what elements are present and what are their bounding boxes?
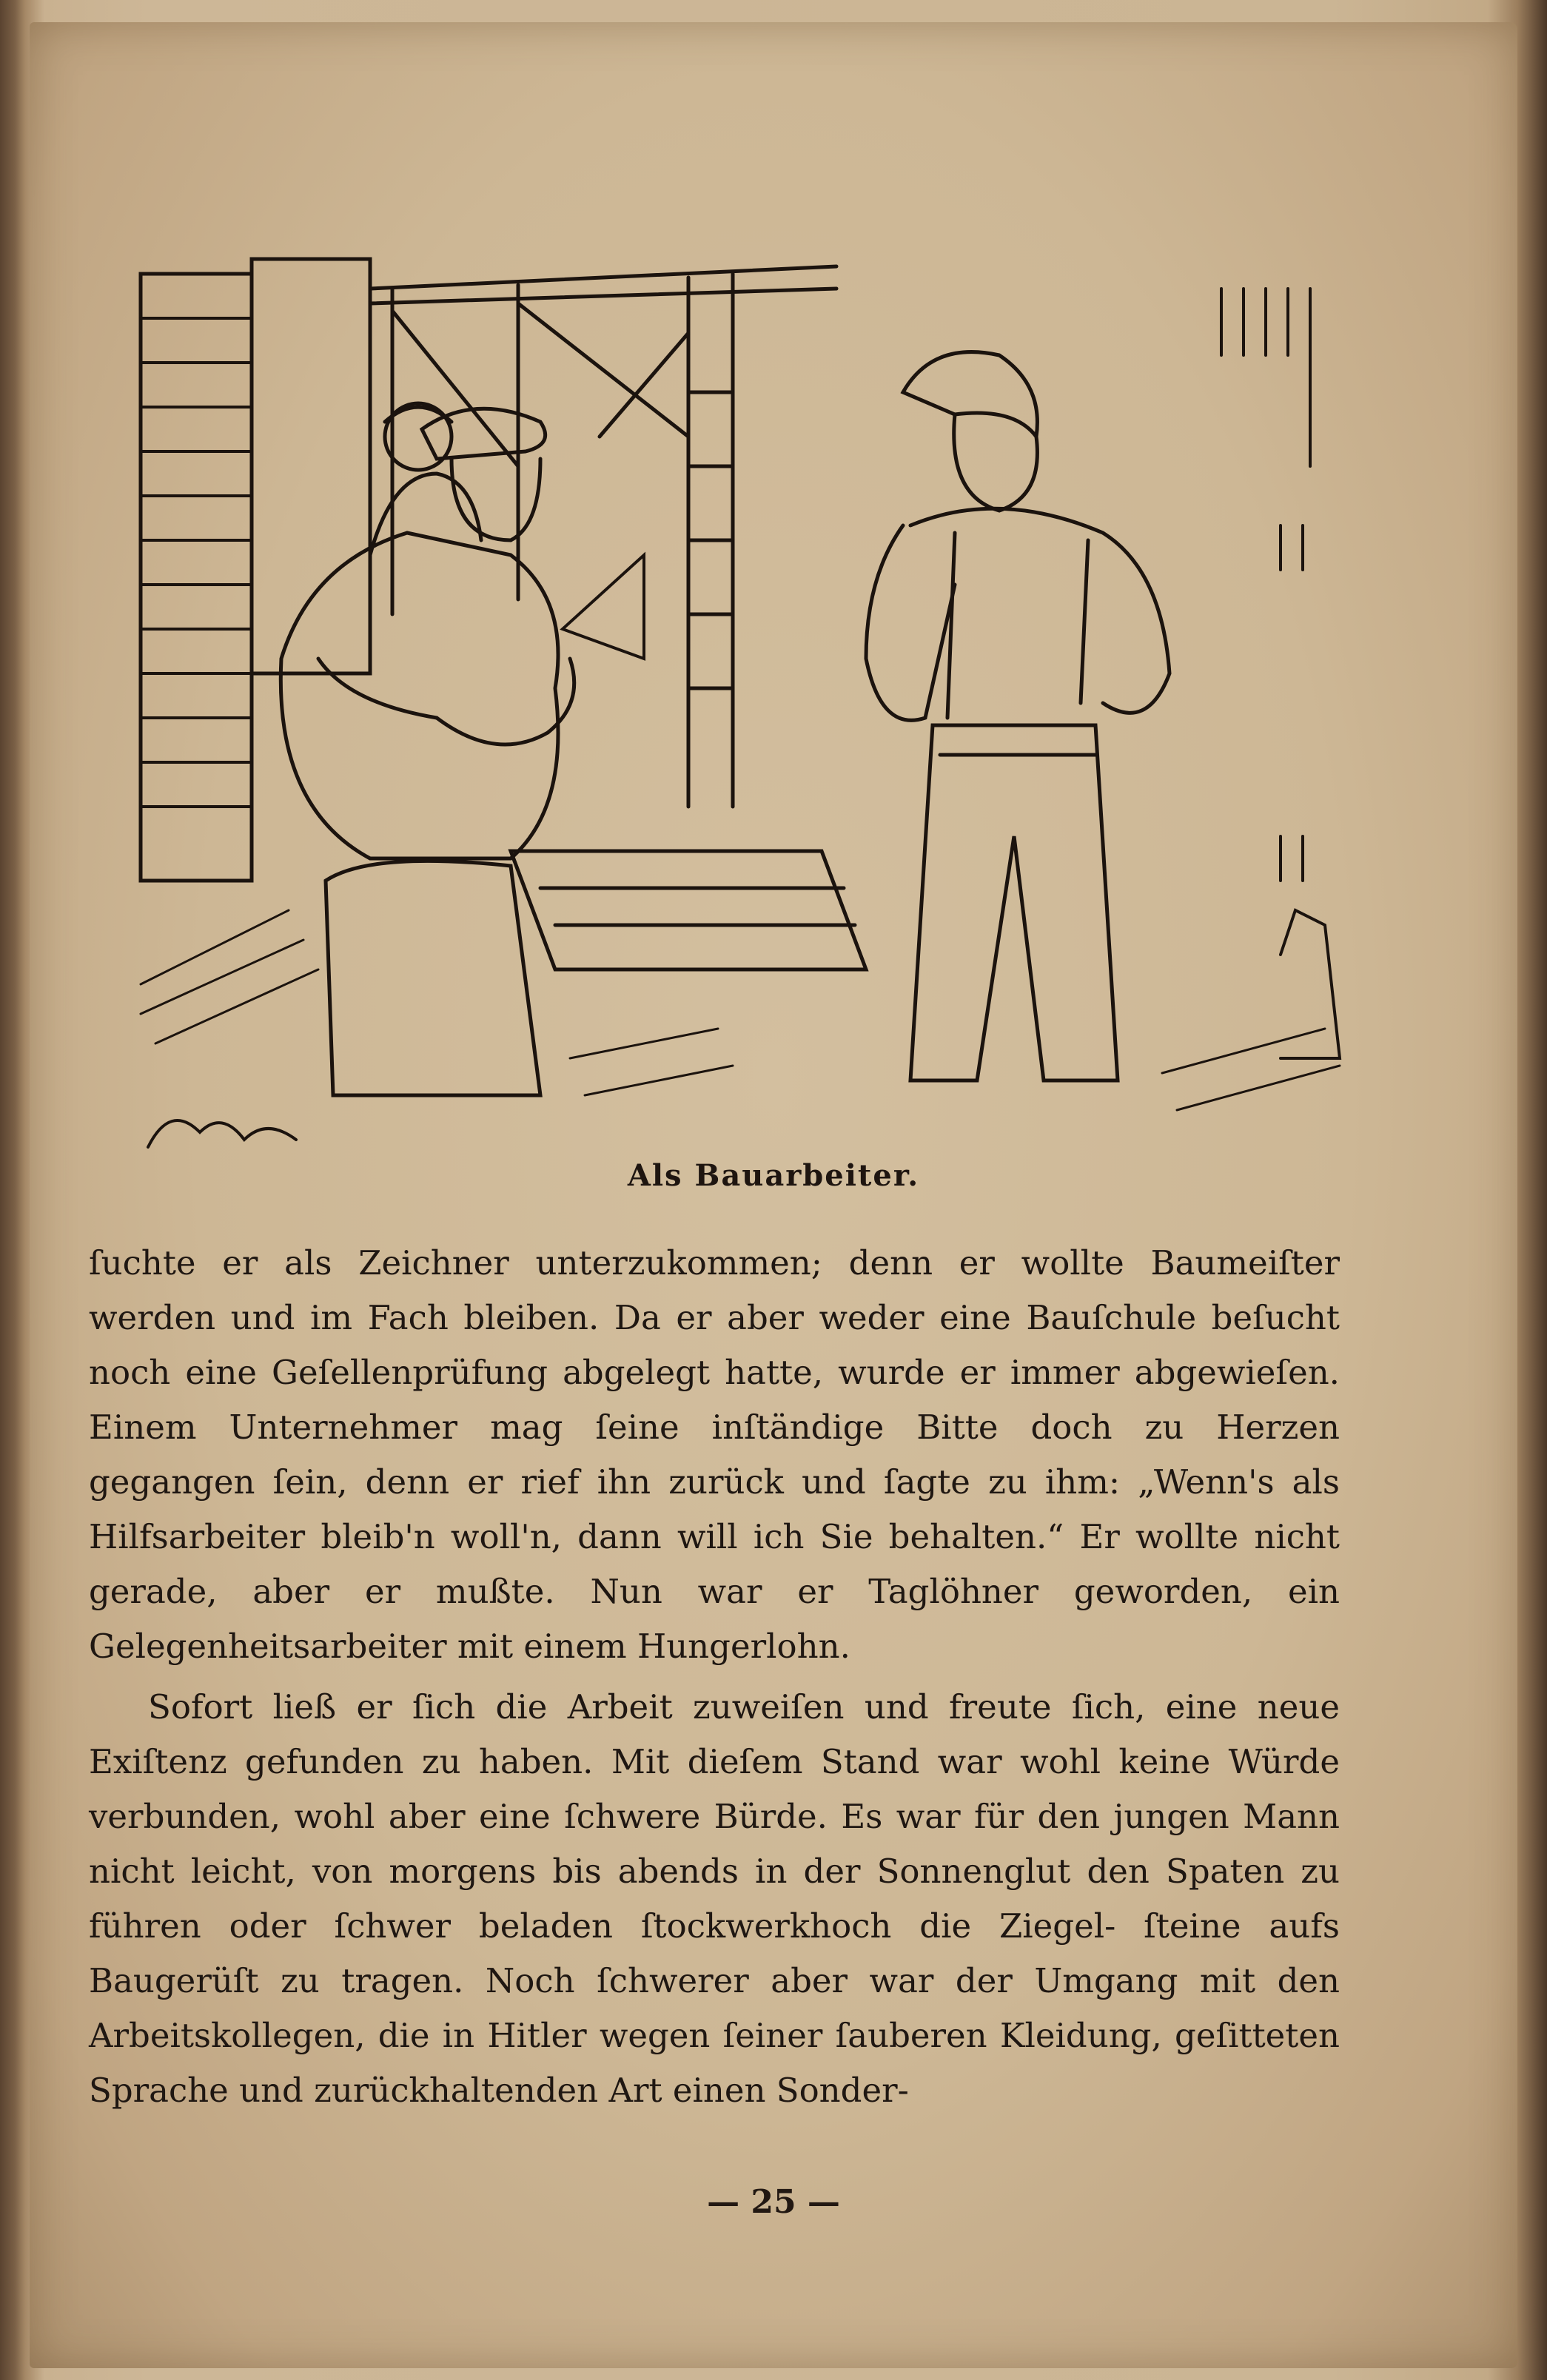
paragraph: ſuchte er als Zeichner unterzukommen; denn er wollte Baumeiſter werden und im Fach bleiben. Da er aber weder eine Bauſchule beſucht noch eine Geſellenprüfung abgelegt hatte, wurde er immer abgewieſen. Einem Unternehmer mag ſeine inſtändige Bitte doch zu Herzen gegangen ſein, denn er rief ihn zurück und ſagte zu ihm: „Wenn's als Hilfsarbeiter bleib'n woll'n, dann will ich Sie behalten.“ Er wollte nicht gerade, aber er mußte. Nun war er Taglöhner geworden, ein Gelegenheitsarbeiter mit einem Hungerlohn. — [89, 1243, 1340, 1666]
ink-drawing — [126, 244, 1347, 1154]
page-number: — 25 — — [707, 2183, 840, 2221]
paragraph: Sofort ließ er ſich die Arbeit zuweiſen und freute ſich, eine neue Exiſtenz gefunden zu haben. Mit dieſem Stand war wohl keine Würde verbunden, wohl aber eine ſchwere Bürde. Es war für den jungen Mann nicht leicht, von morgens bis abends in der Sonnenglut den Spaten zu führen oder ſchwer beladen ſtockwerkhoch die Ziegel- ſteine aufs Baugerüſt zu tragen. Noch ſchwerer aber war der Umgang mit den Arbeitskollegen, die in Hitler wegen ſeiner ſauberen Kleidung, geſitteten Sprache und zurückhaltenden Art einen Sonder- — [89, 1687, 1340, 2110]
illustration-caption: Als Bauarbeiter. — [627, 1158, 920, 1193]
construction-worker-illustration — [126, 244, 1347, 1154]
body-text — [89, 1236, 1340, 2118]
book-page — [30, 22, 1517, 2368]
